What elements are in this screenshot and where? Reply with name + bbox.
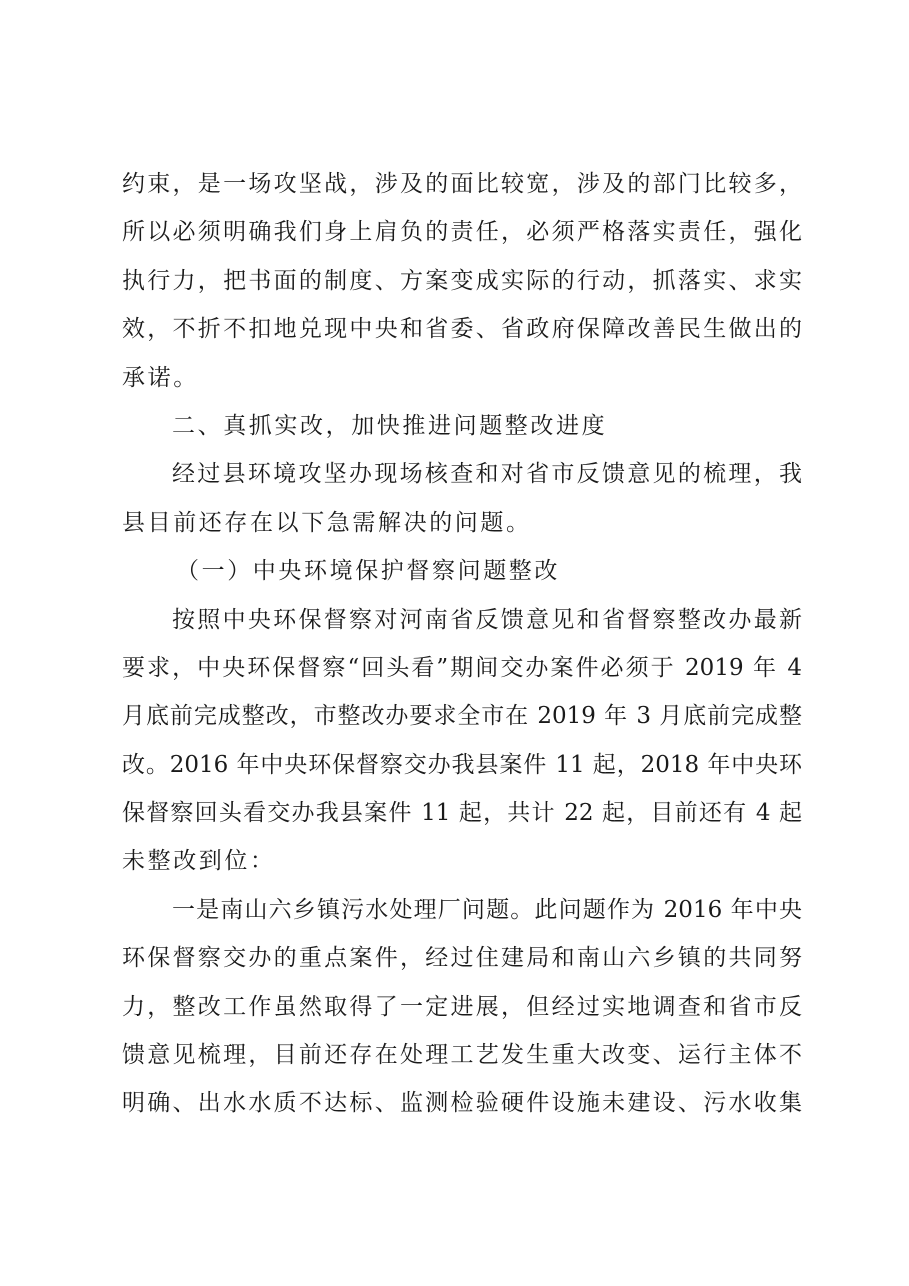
body-line: 执行力，把书面的制度、方案变成实际的行动，抓落实、求实 [122, 267, 802, 294]
section-heading: 二、真抓实改，加快推进问题整改进度 [172, 412, 608, 439]
body-line: 县目前还存在以下急需解决的问题。 [122, 509, 532, 536]
body-line: 保督察回头看交办我县案件 11 起，共计 22 起，目前还有 4 起 [122, 800, 802, 827]
body-line: 要求，中央环保督察“回头看”期间交办案件必须于 2019 年 4 [122, 654, 802, 681]
paragraph-first-line: 按照中央环保督察对河南省反馈意见和省督察整改办最新 [172, 606, 802, 633]
paragraph-first-line: 经过县环境攻坚办现场核查和对省市反馈意见的梳理，我 [172, 461, 802, 488]
body-line: 约束，是一场攻坚战，涉及的面比较宽，涉及的部门比较多， [122, 171, 802, 197]
body-line: 力，整改工作虽然取得了一定进展，但经过实地调查和省市反 [122, 993, 802, 1020]
body-line: 效，不折不扣地兑现中央和省委、省政府保障改善民生做出的 [122, 316, 802, 343]
document-body [122, 160, 802, 1128]
body-line: 改。2016 年中央环保督察交办我县案件 11 起，2018 年中央环 [122, 751, 802, 778]
paragraph-first-line: 一是南山六乡镇污水处理厂问题。此问题作为 2016 年中央 [172, 896, 802, 923]
body-line: 月底前完成整改，市整改办要求全市在 2019 年 3 月底前完成整 [122, 703, 802, 730]
body-line: 所以必须明确我们身上肩负的责任，必须严格落实责任，强化 [122, 219, 802, 246]
body-line: 未整改到位： [122, 848, 276, 875]
body-line: 明确、出水水质不达标、监测检验硬件设施未建设、污水收集 [122, 1090, 802, 1117]
body-line: 承诺。 [122, 364, 199, 391]
body-line: 馈意见梳理，目前还存在处理工艺发生重大改变、运行主体不 [122, 1042, 802, 1069]
subsection-heading: （一）中央环境保护督察问题整改 [176, 558, 560, 585]
body-line: 环保督察交办的重点案件，经过住建局和南山六乡镇的共同努 [122, 945, 802, 972]
